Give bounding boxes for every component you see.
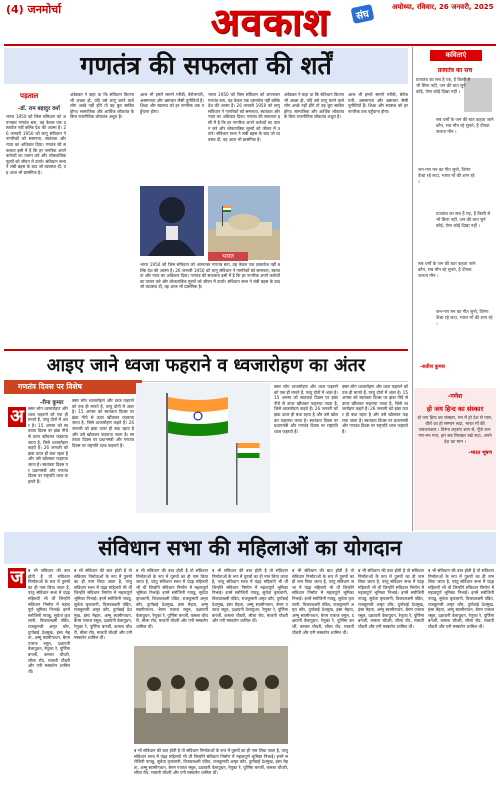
article2-headline: आइए जाने ध्वजा फहराने व ध्वजारोहण का अंतर: [46, 355, 366, 376]
sidebar-poem-4: प्रजातंत्र का सच है यह, है किसी से भी छिपा नहीं, जन की बात सुने कोई, ऐसा कोई दिखा नहीं ।: [436, 212, 491, 229]
article1-col-3: आज भी हमारे सामने गरीबी, बेरोजगारी, असमानता और भ्रष्टाचार जैसी चुनौतियाँ हैं। शिक्षा और स्वास्थ्य को हर नागरिक तक पहुँचाना होगा।: [140, 92, 204, 114]
article1-headline: गणतंत्र की सफलता की शर्तें: [80, 51, 332, 80]
page-label: (4) जनमोर्चा: [6, 3, 62, 16]
sidebar-box-title: -गणेश: [447, 393, 463, 400]
article3-col-5: ब भी संविधान की बात होती है तो संविधान निर्माताओं के रूप में पुरुषों का ही नाम लिया जाता है, परंतु संविधान सभा में पंद्रह महिलाएँ भी थीं जिन्होंने संविधान निर्माण में महत्वपूर्ण भूमिका निभाई। इनमें सरोजिनी नायडू, सुचेता कृपलानी, विजयलक्ष्मी पंडित, राजकुमारी अमृत कौर, दुर्गाबाई देशमुख, हंसा मेहता, अम्मू स्वामीनाथन, बेगम एजाज रसूल, दक्षायनी वेलायुधन, रेणुका रे, पूर्णिमा बनर्जी, कमला चौधरी, लीला रॉय, मालती चौधरी और एनी मस्कारेन शामिल थीं।: [292, 568, 354, 635]
article2-dropcap: अ: [8, 407, 26, 427]
constituent-assembly-women-photo: [134, 646, 288, 744]
sidebar-subtitle: प्रजातंत्र का सच: [437, 67, 473, 74]
article3-dropcap: ज: [8, 568, 26, 588]
article3-col-3: ब भी संविधान की बात होती है तो संविधान निर्माताओं के रूप में पुरुषों का ही नाम लिया जाता है, परंतु संविधान सभा में पंद्रह महिलाएँ भी थीं जिन्होंने संविधान निर्माण में महत्वपूर्ण भूमिका निभाई। इनमें सरोजिनी नायडू, सुचेता कृपलानी, विजयलक्ष्मी पंडित, राजकुमारी अमृत कौर, दुर्गाबाई देशमुख, हंसा मेहता, अम्मू स्वामीनाथन, बेगम एजाज रसूल, दक्षायनी वेलायुधन, रेणुका रे, पूर्णिमा बनर्जी, कमला चौधरी, लीला रॉय, मालती चौधरी और एनी मस्कारेन शामिल थीं।: [136, 568, 208, 629]
parliament-photo: [208, 186, 280, 260]
sidebar-poem-3: जन-गण मन का गीत सुनो, तिरंगा ऊँचा रहे सदा, भारत माँ की शान रहे ।: [418, 168, 475, 185]
article2-col-1: क्सर लोग ध्वजारोहण और ध्वज फहराने को एक ही मानते हैं, परंतु दोनों में अंतर है। 15 अगस्त को स्वतंत्रता दिवस पर झंडा नीचे से ऊपर खींचकर फहराया जाता है, जिसे ध्वजारोहण कहते हैं। 26 जनवरी को झंडा ऊपर ही बंधा रहता है और उसे खोलकर फहराया जाता है। स्वतंत्रता दिवस पर प्रधानमंत्री और गणतंत्र दिवस पर राष्ट्रपति ध्वज फहराते हैं।: [28, 406, 68, 484]
sidebar-poem-1: प्रजातंत्र का सच है यह, है किसी से भी छिपा नहीं, जन की बात सुने कोई, ऐसा कोई दिखा नहीं ।: [416, 78, 471, 95]
article1-col-1: भारत 1950 को जिस संविधान को अपनाकर गणतंत्र बना, वह केवल एक दस्तावेज नहीं बल्कि देश की आत्मा है। 26 जनवरी 1950 को लागू संविधान ने नागरिकों को समानता, स्वतंत्रता और न्याय का अधिकार दिया। गणतंत्र की सफलता इसी में है कि हर नागरिक अपने कर्तव्यों का पालन करे और लोकतांत्रिक मूल्यों को जीवन में उतारे। संविधान सभा ने लंबी बहस के बाद जो व्यवस्था दी, वह आज भी प्रासंगिक है।: [6, 114, 66, 175]
ambedkar-photo: [140, 186, 204, 256]
article2-col-3: क्सर लोग ध्वजारोहण और ध्वज फहराने को एक ही मानते हैं, परंतु दोनों में अंतर है। 15 अगस्त को स्वतंत्रता दिवस पर झंडा नीचे से ऊपर खींचकर फहराया जाता है, जिसे ध्वजारोहण कहते हैं। 26 जनवरी को झंडा ऊपर ही बंधा रहता है और उसे खोलकर फहराया जाता है। स्वतंत्रता दिवस पर प्रधानमंत्री और गणतंत्र दिवस पर राष्ट्रपति ध्वज फहराते हैं।: [274, 384, 338, 434]
sidebar-title: कविताएं: [430, 50, 482, 61]
article1-col-2: अंबेडकर ने कहा था कि संविधान कितना भी अच्छा हो, यदि उसे लागू करने वाले लोग अच्छे नहीं होंगे तो वह बुरा साबित होगा। सामाजिक और आर्थिक लोकतंत्र के बिना राजनीतिक लोकतंत्र अधूरा है।: [70, 92, 134, 120]
article2-col-4: क्सर लोग ध्वजारोहण और ध्वज फहराने को एक ही मानते हैं, परंतु दोनों में अंतर है। 15 अगस्त को स्वतंत्रता दिवस पर झंडा नीचे से ऊपर खींचकर फहराया जाता है, जिसे ध्वजारोहण कहते हैं। 26 जनवरी को झंडा ऊपर ही बंधा रहता है और उसे खोलकर फहराया जाता है। स्वतंत्रता दिवस पर प्रधानमंत्री और गणतंत्र दिवस पर राष्ट्रपति ध्वज फहराते हैं।: [342, 384, 408, 434]
masthead-title: अवकाश: [210, 0, 330, 44]
sidebar-box-poem: हो जय हिन्द का संस्कार, मन में हो देश से प्यार, वीरों का हो सम्मान सदा, भारत माँ की जयजयकार । तिरंगा लहराए शान से, गूँजे जन-गण-मन गान, हम सब मिलकर रखें सदा, अपने देश का मान ।: [417, 416, 493, 445]
sidebar-poem-box: [414, 388, 496, 530]
article3-col-6: ब भी संविधान की बात होती है तो संविधान निर्माताओं के रूप में पुरुषों का ही नाम लिया जाता है, परंतु संविधान सभा में पंद्रह महिलाएँ भी थीं जिन्होंने संविधान निर्माण में महत्वपूर्ण भूमिका निभाई। इनमें सरोजिनी नायडू, सुचेता कृपलानी, विजयलक्ष्मी पंडित, राजकुमारी अमृत कौर, दुर्गाबाई देशमुख, हंसा मेहता, अम्मू स्वामीनाथन, बेगम एजाज रसूल, दक्षायनी वेलायुधन, रेणुका रे, पूर्णिमा बनर्जी, कमला चौधरी, लीला रॉय, मालती चौधरी और एनी मस्कारेन शामिल थीं।: [358, 568, 424, 629]
sidebar-poem-6: जन-गण मन का गीत सुनो, तिरंगा ऊँचा रहे सदा, भारत माँ की शान रहे ।: [436, 310, 493, 327]
article2-headline-band: [4, 349, 408, 382]
article3-headline-band: [4, 532, 496, 564]
article1-headline-band: [4, 48, 408, 84]
article2-banner: गणतंत्र दिवस पर विशेष: [4, 380, 142, 394]
article3-headline: संविधान सभा की महिलाओं का योगदान: [98, 535, 402, 560]
sidebar-author-1: -सतीश कुमार: [420, 364, 445, 370]
flag-photo: [136, 383, 270, 513]
article3-col-1: ब भी संविधान की बात होती है तो संविधान निर्माताओं के रूप में पुरुषों का ही नाम लिया जाता है, परंतु संविधान सभा में पंद्रह महिलाएँ भी थीं जिन्होंने संविधान निर्माण में महत्वपूर्ण भूमिका निभाई। इनमें सरोजिनी नायडू, सुचेता कृपलानी, विजयलक्ष्मी पंडित, राजकुमारी अमृत कौर, दुर्गाबाई देशमुख, हंसा मेहता, अम्मू स्वामीनाथन, बेगम एजाज रसूल, दक्षायनी वेलायुधन, रेणुका रे, पूर्णिमा बनर्जी, कमला चौधरी, लीला रॉय, मालती चौधरी और एनी मस्कारेन शामिल थीं।: [28, 568, 70, 674]
article2-col-2: क्सर लोग ध्वजारोहण और ध्वज फहराने को एक ही मानते हैं, परंतु दोनों में अंतर है। 15 अगस्त को स्वतंत्रता दिवस पर झंडा नीचे से ऊपर खींचकर फहराया जाता है, जिसे ध्वजारोहण कहते हैं। 26 जनवरी को झंडा ऊपर ही बंधा रहता है और उसे खोलकर फहराया जाता है। स्वतंत्रता दिवस पर प्रधानमंत्री और गणतंत्र दिवस पर राष्ट्रपति ध्वज फहराते हैं।: [72, 398, 134, 448]
article1-col-lower: भारत 1950 को जिस संविधान को अपनाकर गणतंत्र बना, वह केवल एक दस्तावेज नहीं बल्कि देश की आत्मा है। 26 जनवरी 1950 को लागू संविधान ने नागरिकों को समानता, स्वतंत्रता और न्याय का अधिकार दिया। गणतंत्र की सफलता इसी में है कि हर नागरिक अपने कर्तव्यों का पालन करे और लोकतांत्रिक मूल्यों को जीवन में उतारे। संविधान सभा ने लंबी बहस के बाद जो व्यवस्था दी, वह आज भी प्रासंगिक है।: [140, 262, 280, 290]
article1-section-tag: पड़ताल: [20, 92, 39, 100]
header-divider: [4, 44, 496, 46]
article3-col-7: ब भी संविधान की बात होती है तो संविधान निर्माताओं के रूप में पुरुषों का ही नाम लिया जाता है, परंतु संविधान सभा में पंद्रह महिलाएँ भी थीं जिन्होंने संविधान निर्माण में महत्वपूर्ण भूमिका निभाई। इनमें सरोजिनी नायडू, सुचेता कृपलानी, विजयलक्ष्मी पंडित, राजकुमारी अमृत कौर, दुर्गाबाई देशमुख, हंसा मेहता, अम्मू स्वामीनाथन, बेगम एजाज रसूल, दक्षायनी वेलायुधन, रेणुका रे, पूर्णिमा बनर्जी, कमला चौधरी, लीला रॉय, मालती चौधरी और एनी मस्कारेन शामिल थीं।: [428, 568, 494, 629]
article1-col-6: आज भी हमारे सामने गरीबी, बेरोजगारी, असमानता और भ्रष्टाचार जैसी चुनौतियाँ हैं। शिक्षा और स्वास्थ्य को हर नागरिक तक पहुँचाना होगा।: [348, 92, 408, 114]
article3-col-4: ब भी संविधान की बात होती है तो संविधान निर्माताओं के रूप में पुरुषों का ही नाम लिया जाता है, परंतु संविधान सभा में पंद्रह महिलाएँ भी थीं जिन्होंने संविधान निर्माण में महत्वपूर्ण भूमिका निभाई। इनमें सरोजिनी नायडू, सुचेता कृपलानी, विजयलक्ष्मी पंडित, राजकुमारी अमृत कौर, दुर्गाबाई देशमुख, हंसा मेहता, अम्मू स्वामीनाथन, बेगम एजाज रसूल, दक्षायनी वेलायुधन, रेणुका रे, पूर्णिमा बनर्जी, कमला चौधरी, लीला रॉय, मालती चौधरी और एनी मस्कारेन शामिल थीं।: [212, 568, 288, 624]
sidebar-poem-5: सब धर्मों के जन की बात कहता जाने कौन, सब मौन रहे सुनते, है दीपक जलता मौन ।: [418, 262, 476, 279]
sidebar-poem-2: सब धर्मों के जन की बात कहता जाने कौन, सब मौन रहे सुनते, है दीपक जलता मौन ।: [436, 118, 494, 135]
article2-byline: -रीना कुमार: [40, 400, 64, 406]
sidebar-box-subtitle: हो जय हिन्द का संस्कार: [426, 405, 484, 413]
photo-caption: भारत: [208, 252, 248, 261]
article1-col-5: अंबेडकर ने कहा था कि संविधान कितना भी अच्छा हो, यदि उसे लागू करने वाले लोग अच्छे नहीं होंगे तो वह बुरा साबित होगा। सामाजिक और आर्थिक लोकतंत्र के बिना राजनीतिक लोकतंत्र अधूरा है।: [284, 92, 344, 120]
sidebar-author-2: -भारत भूषण: [468, 450, 492, 456]
article3-col-2: ब भी संविधान की बात होती है तो संविधान निर्माताओं के रूप में पुरुषों का ही नाम लिया जाता है, परंतु संविधान सभा में पंद्रह महिलाएँ भी थीं जिन्होंने संविधान निर्माण में महत्वपूर्ण भूमिका निभाई। इनमें सरोजिनी नायडू, सुचेता कृपलानी, विजयलक्ष्मी पंडित, राजकुमारी अमृत कौर, दुर्गाबाई देशमुख, हंसा मेहता, अम्मू स्वामीनाथन, बेगम एजाज रसूल, दक्षायनी वेलायुधन, रेणुका रे, पूर्णिमा बनर्जी, कमला चौधरी, लीला रॉय, मालती चौधरी और एनी मस्कारेन शामिल थीं।: [74, 568, 132, 641]
masthead-badge: संघ: [351, 4, 375, 24]
article1-col-4: भारत 1950 को जिस संविधान को अपनाकर गणतंत्र बना, वह केवल एक दस्तावेज नहीं बल्कि देश की आत्मा है। 26 जनवरी 1950 को लागू संविधान ने नागरिकों को समानता, स्वतंत्रता और न्याय का अधिकार दिया। गणतंत्र की सफलता इसी में है कि हर नागरिक अपने कर्तव्यों का पालन करे और लोकतांत्रिक मूल्यों को जीवन में उतारे। संविधान सभा ने लंबी बहस के बाद जो व्यवस्था दी, वह आज भी प्रासंगिक है।: [208, 92, 280, 142]
article3-col-lower: ब भी संविधान की बात होती है तो संविधान निर्माताओं के रूप में पुरुषों का ही नाम लिया जाता है, परंतु संविधान सभा में पंद्रह महिलाएँ भी थीं जिन्होंने संविधान निर्माण में महत्वपूर्ण भूमिका निभाई। इनमें सरोजिनी नायडू, सुचेता कृपलानी, विजयलक्ष्मी पंडित, राजकुमारी अमृत कौर, दुर्गाबाई देशमुख, हंसा मेहता, अम्मू स्वामीनाथन, बेगम एजाज रसूल, दक्षायनी वेलायुधन, रेणुका रे, पूर्णिमा बनर्जी, कमला चौधरी, लीला रॉय, मालती चौधरी और एनी मस्कारेन शामिल थीं।: [134, 748, 288, 776]
dateline: अयोध्या, रविवार, 26 जनवरी, 2025: [392, 3, 494, 11]
article1-byline: -डॉ. राम बहादुर वर्मा: [18, 106, 60, 112]
